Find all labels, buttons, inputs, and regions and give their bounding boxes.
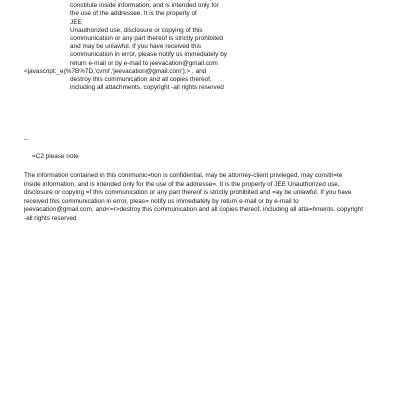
disclaimer-line: JEE	[70, 18, 82, 26]
signature-separator: --	[24, 136, 29, 143]
disclaimer-line: return e-mail or by e-mail to jeevacation@gmail.com	[70, 59, 218, 67]
disclaimer-line: communication in error, please notify us immediately by	[70, 51, 227, 59]
disclaimer-line: including all attachments. copyright -all rights reserved	[70, 84, 224, 92]
disclaimer-line: destroy this communication and all copies thereof,	[70, 76, 212, 83]
disclaimer-line: and may be unlawful. If you have received this	[70, 43, 202, 51]
paragraph-line: disclosure or copying =f this communication or any part thereof is strictly prohibited and =ay be unlawful. If you have	[24, 189, 352, 197]
paragraph-line: The information contained in this communic=tion is confidential, may be attorney-client privileged, may constit=te	[24, 172, 343, 179]
quoted-disclaimer-block	[70, 0, 370, 68]
javascript-email-link[interactable]: <javascript:_e(%7B%7D,'cvml','jeevacation@gmail.com');> , and	[24, 68, 207, 75]
disclaimer-paragraph	[24, 172, 384, 224]
quoted-disclaimer-tail	[70, 76, 370, 92]
disclaimer-line: the use of the addressee. It is the property of	[70, 10, 197, 18]
paragraph-line: jeevacation@gmail.com, and<=r>destroy this communication and all copies thereof, including all atta=hments. copyright	[24, 206, 363, 214]
please-note-label: =C2 please note	[32, 153, 79, 160]
disclaimer-line: Unauthorized use, disclosure or copying of this	[70, 26, 203, 34]
disclaimer-line: constitute inside information, and is intended only for	[70, 2, 219, 10]
paragraph-line: -all rights reserved	[24, 214, 77, 222]
disclaimer-line: communication or any part thereof is strictly prohibited	[70, 35, 224, 43]
paragraph-line: inside information, and is intended only for the use of the addresse=. It is the property of JEE Unauthorized use,	[24, 180, 340, 188]
paragraph-line: received this communication in error, pleas= notify us immediately by return e-mail or by e-mail to	[24, 197, 299, 205]
